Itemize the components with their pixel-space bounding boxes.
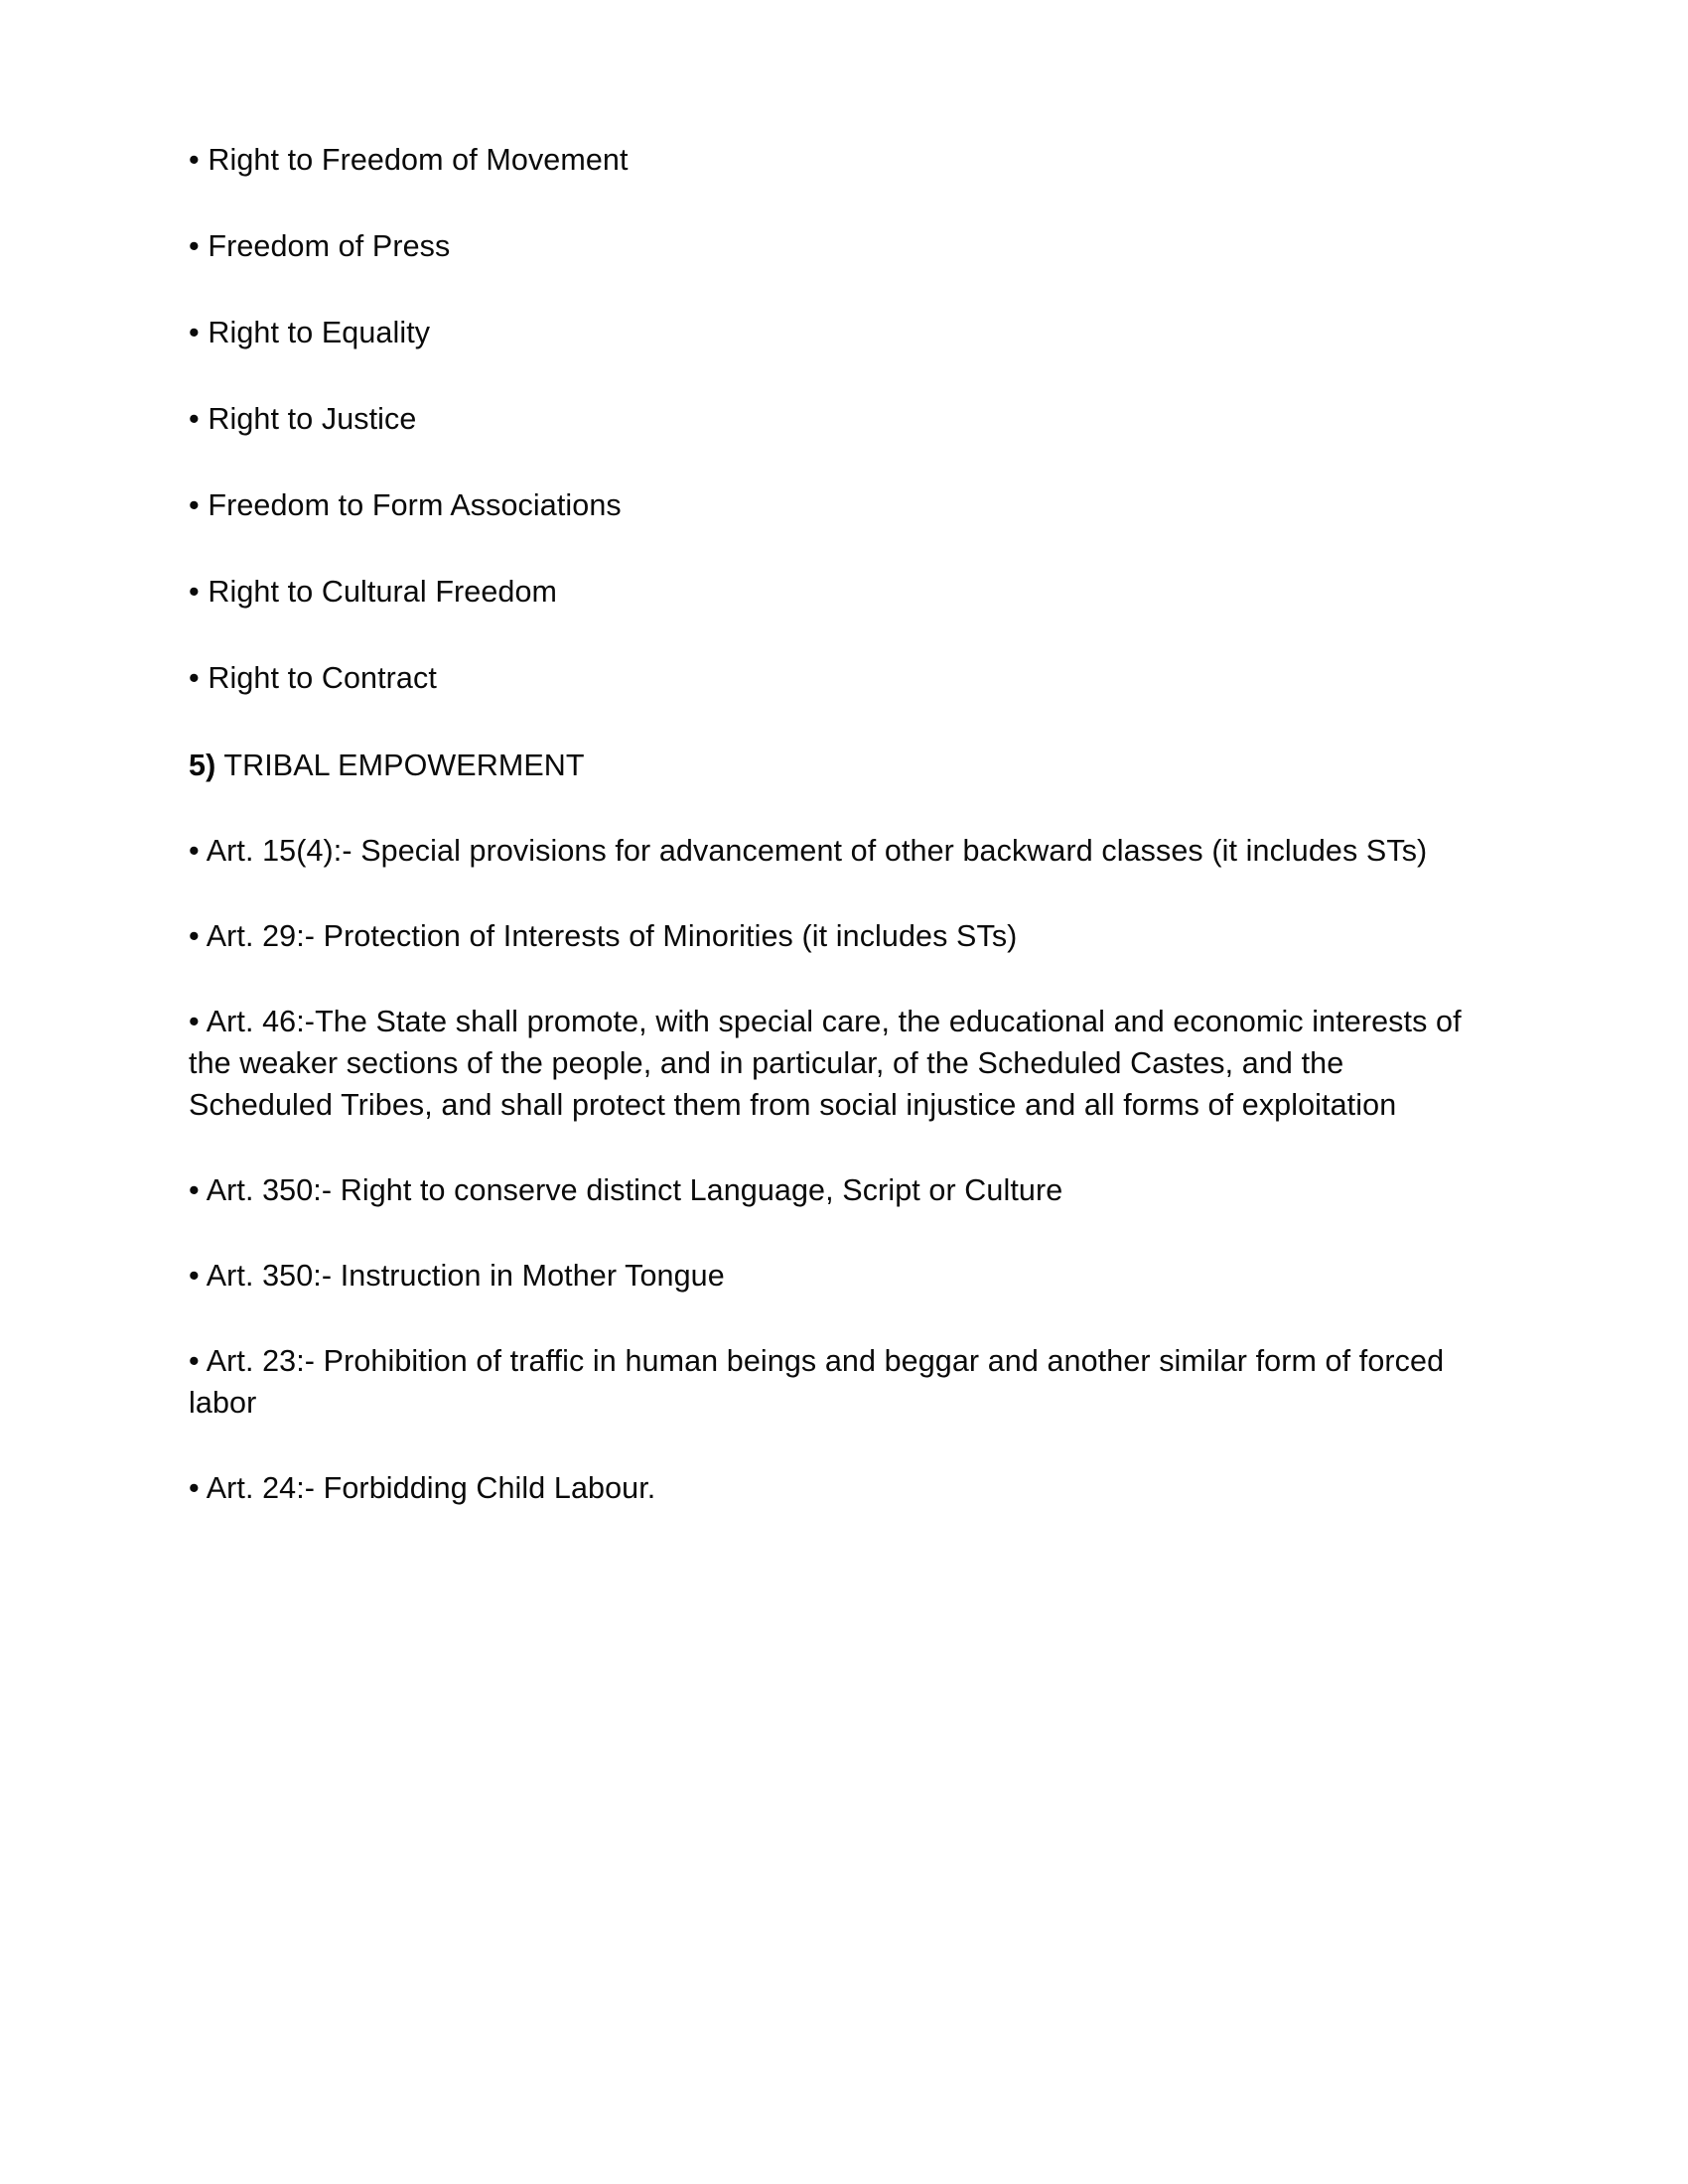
- list-item-label: Freedom of Press: [208, 229, 451, 264]
- fundamental-rights-list: [189, 139, 1509, 700]
- bullet-icon: •: [189, 575, 200, 610]
- list-item-label: Right to Freedom of Movement: [208, 143, 629, 177]
- bullet-icon: •: [189, 143, 200, 177]
- list-item-label: Art. 350:- Instruction in Mother Tongue: [206, 1259, 725, 1294]
- list-item: [189, 1255, 1479, 1297]
- bullet-icon: •: [189, 488, 200, 523]
- list-item-label: Art. 350:- Right to conserve distinct Language, Script or Culture: [206, 1173, 1063, 1208]
- bullet-icon: •: [189, 402, 200, 437]
- list-item: [189, 1467, 1479, 1509]
- bullet-icon: •: [189, 1344, 200, 1379]
- list-item: [189, 1340, 1479, 1424]
- list-item: [189, 312, 1509, 353]
- list-item-label: Freedom to Form Associations: [208, 488, 622, 523]
- bullet-icon: •: [189, 1259, 200, 1294]
- list-item-label: Art. 24:- Forbidding Child Labour.: [206, 1471, 656, 1506]
- bullet-icon: •: [189, 661, 200, 696]
- bullet-icon: •: [189, 1004, 200, 1038]
- section-heading: [189, 745, 1509, 786]
- list-item: [189, 915, 1479, 957]
- list-item-label: Art. 23:- Prohibition of traffic in human beings and beggar and another similar form of forced labor: [189, 1344, 1445, 1421]
- list-item: [189, 225, 1509, 267]
- list-item-label: Right to Equality: [208, 316, 431, 350]
- list-item: [189, 1001, 1479, 1126]
- list-item: [189, 139, 1509, 181]
- list-item: [189, 657, 1509, 699]
- bullet-icon: •: [189, 918, 200, 953]
- list-item: [189, 571, 1509, 613]
- list-item: [189, 830, 1479, 872]
- document-body: [189, 139, 1509, 1509]
- list-item-label: Right to Justice: [208, 402, 417, 437]
- articles-list: [189, 830, 1509, 1510]
- list-item: [189, 398, 1509, 440]
- section-title: TRIBAL EMPOWERMENT: [215, 748, 585, 782]
- bullet-icon: •: [189, 833, 200, 868]
- section-number: 5): [189, 748, 216, 782]
- list-item-label: Right to Cultural Freedom: [208, 575, 558, 610]
- list-item-label: Art. 15(4):- Special provisions for advancement of other backward classes (it includes STs): [206, 833, 1428, 868]
- list-item: [189, 484, 1509, 526]
- bullet-icon: •: [189, 1173, 200, 1208]
- bullet-icon: •: [189, 229, 200, 264]
- list-item: [189, 1169, 1479, 1211]
- list-item-label: Art. 46:-The State shall promote, with special care, the educational and economic interests of the weaker sections of the people, and in particular, of the Scheduled Castes, and the Scheduled Tribes, and shall protect them from social injustice and all forms of exploitation: [189, 1004, 1462, 1122]
- bullet-icon: •: [189, 316, 200, 350]
- list-item-label: Art. 29:- Protection of Interests of Minorities (it includes STs): [206, 918, 1018, 953]
- bullet-icon: •: [189, 1471, 200, 1506]
- list-item-label: Right to Contract: [208, 661, 437, 696]
